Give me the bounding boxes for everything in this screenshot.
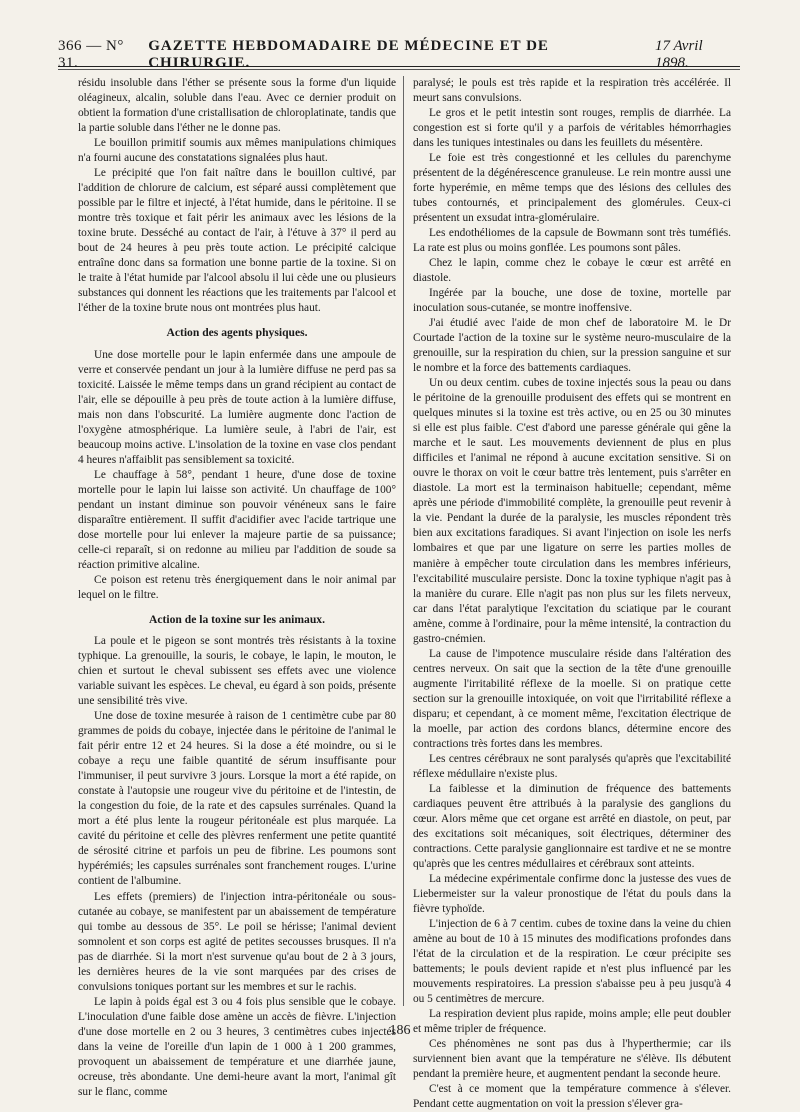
column-divider: [403, 76, 404, 1006]
issue-date: 17 Avril 1898.: [654, 38, 703, 71]
paragraph: Le bouillon primitif soumis aux mêmes manipulations chimiques n'a fourni aucune des constatations signalées plus haut.: [78, 137, 396, 165]
left-column: [78, 76, 396, 1100]
paragraph: La respiration devient plus rapide, moins ample; elle peut doubler et même tripler de fréquence.: [413, 1007, 731, 1035]
paragraph: La cause de l'impotence musculaire réside dans l'altération des centres nerveux. On sait que la section de la tête d'une grenouille augmente l'irritabilité réflexe de la moelle. Si on pratique cette section sur la grenouille intoxiquée, on voit que l'irritabilité réflexe a disparu; et cependant, à ce moment même, l'excitation électrique de la moelle, par action des cordons blancs, détermine encore des contractions très fortes dans les membres.: [413, 647, 731, 750]
paragraph: Les effets (premiers) de l'injection intra-péritonéale ou sous-cutanée au cobaye, se manifestent par un abaissement de température qui tombe au dessous de 35°. Le poil se hérisse; l'animal devient somnolent et son corps est agité de petites secousses brusques. Il n'a pas de diarrhée. Si la mort n'est survenue qu'au bout de 2 à 3 jours, les dernières heures de la vie sont marquées par des crises de convulsions toniques portant sur les membres et sur le rachis.: [78, 890, 396, 993]
section-heading: Action de la toxine sur les animaux.: [149, 612, 325, 626]
journal-title: GAZETTE HEBDOMADAIRE DE MÉDECINE ET DE CHIRURGIE.: [148, 38, 549, 71]
right-column: [413, 76, 731, 1112]
paragraph: La faiblesse et la diminution de fréquence des battements cardiaques peuvent être attribués à la paralysie des ganglions du cœur. Alors même que cet organe est arrêté en diastole, on peut, par des excitations soit mécaniques, soit électriques, déterminer des contractions. Cette paralysie ganglionnaire est tardive et ne se montre qu'après que les centres médullaires et cérébraux sont atteints.: [413, 782, 731, 870]
paragraph: résidu insoluble dans l'éther se présente sous la forme d'un liquide oléagineux, alcalin, soluble dans l'eau. Avec ce dernier produit on obtient la formation d'une cristallisation de chloroplatinate, tandis que la partie soluble dans l'éther ne le donne pas.: [78, 77, 396, 135]
issue-number: 366 — N° 31.: [58, 38, 124, 71]
header-rule: [58, 69, 740, 70]
paragraph: Les endothéliomes de la capsule de Bowmann sont très tuméfiés. La rate est plus ou moins gonflée. Les poumons sont pâles.: [413, 227, 731, 255]
paragraph: Les centres cérébraux ne sont paralysés qu'après que l'excitabilité réflexe médullaire n'existe plus.: [413, 752, 731, 780]
section-heading: Action des agents physiques.: [166, 326, 308, 340]
paragraph: Le gros et le petit intestin sont rouges, remplis de diarrhée. La congestion est si forte qu'il y a parfois de véritables hémorrhagies dans les tuniques intestinales ou dans les feuillets du mésentère.: [413, 107, 731, 150]
paragraph: Ces phénomènes ne sont pas dus à l'hyperthermie; car ils surviennent bien avant que la température ne s'élève. Ils débutent pendant la première heure, et augmentent pendant la seconde heure.: [413, 1038, 731, 1081]
paragraph: Un ou deux centim. cubes de toxine injectés sous la peau ou dans le péritoine de la grenouille produisent des effets qui se montrent en quelques minutes si la toxine est très active, ou en 25 ou 30 minutes si elle est plus faible. C'est d'abord une paresse générale qui gêne la marche et le saut. Les mouvements deviennent de plus en plus difficiles et l'animal ne répond à aucune excitation sensitive. Si on ouvre le thorax on voit le cœur battre très lentement, puis s'arrêter en diastole. La mort est la terminaison habituelle; cependant, même après une période d'immobilité complète, la grenouille peut revenir à la vie. Pendant la durée de la paralysie, les muscles répondent très bien aux excitations faradiques. Si avant l'injection on isole les nerfs lombaires et que par une ligature on serre les parties molles de manière à empêcher toute circulation dans les membres inférieurs, l'excitabilité musculaire persiste. Donc la toxine typhique n'agit pas à la manière du curare. Elle n'agit pas non plus sur les filets nerveux, car dans l'état paralytique l'excitation du sciatique par le courant amène, comme à l'ordinaire, pour la même intensité, la contraction du gastro-cnémien.: [413, 377, 731, 645]
paragraph: Chez le lapin, comme chez le cobaye le cœur est arrêté en diastole.: [413, 257, 731, 285]
paragraph: Le lapin à poids égal est 3 ou 4 fois plus sensible que le cobaye. L'inoculation d'une faible dose amène un accès de fièvre. L'injection d'une dose mortelle en 2 ou 3 heures, 3 centimètres cubes injectés dans la veine de l'oreille d'un lapin de 1 000 à 1 200 grammes, provoquent un abaissement de température et une diarrhée jaune, ocreuse, très abondante. Une demi-heure avant la mort, l'animal gît sur le flanc, comme: [78, 995, 396, 1098]
paragraph: C'est à ce moment que la température commence à s'élever. Pendant cette augmentation on voit la pression s'élever gra-: [413, 1083, 731, 1111]
paragraph: Une dose mortelle pour le lapin enfermée dans une ampoule de verre et conservée pendant un jour à la lumière diffuse ne perd pas sa toxicité. Laissée le même temps dans un grand récipient au contact de l'air, elle se dépouille à peu près de toute action à la lumière diffuse, mais non dans l'obscurité. La lumière augmente donc l'action de l'oxygène atmosphérique. La lumière seule, à l'abri de l'air, est beaucoup moins active. L'insolation de la toxine en vase clos pendant 4 heures n'affaiblit pas sensiblement sa toxicité.: [78, 348, 396, 466]
paragraph: J'ai étudié avec l'aide de mon chef de laboratoire M. le Dr Courtade l'action de la toxine sur le système neuro-musculaire de la grenouille, sur la respiration du chien, sur la pression sanguine et sur le nombre et la force des battements cardiaques.: [413, 317, 731, 375]
paragraph: Le foie est très congestionné et les cellules du parenchyme présentent de la dégénérescence granuleuse. Le rein montre aussi une forte hyperémie, en même temps que des lésions des cellules des tubes contournés, et principalement des glomérules. Ceux-ci présentent un exsudat intra-glomérulaire.: [413, 152, 731, 225]
paragraph: Une dose de toxine mesurée à raison de 1 centimètre cube par 80 grammes de poids du cobaye, injectée dans le péritoine de l'animal le fait périr entre 12 et 24 heures. Si la dose a été moindre, ou si le cobaye a reçu une faible quantité de sérum insuffisante pour l'immuniser, il peut survivre 3 jours. Lorsque la mort a été rapide, on constate à l'autopsie une rougeur vive du péritoine et de l'intestin, de la congestion du foie, de la rate et des capsules surrénales. Quand la mort a été plus lente la rougeur péritonéale est plus marquée. La cavité du péritoine et celle des plèvres renferment une petite quantité de sérosité citrine et parfois un peu de fibrine. Les poumons sont hypérémiés; les capsules surrénales sont franchement rouges. L'urine contient de l'albumine.: [78, 710, 396, 888]
paragraph: paralysé; le pouls est très rapide et la respiration très accélérée. Il meurt sans convulsions.: [413, 77, 731, 105]
paragraph: Ingérée par la bouche, une dose de toxine, mortelle par inoculation sous-cutanée, se montre inoffensive.: [413, 287, 731, 315]
paragraph: Le chauffage à 58°, pendant 1 heure, d'une dose de toxine mortelle pour le lapin lui laisse son activité. Un chauffage de 100° pendant un instant diminue son pouvoir vénéneux sans le faire disparaître entièrement. Il suffit d'acidifier avec l'acide tartrique une dose mortelle pour lui enlever la majeure partie de sa puissance; celle-ci reparaît, si on redonne au milieu par l'addition de soude sa réaction primitive alcaline.: [78, 468, 396, 571]
paragraph: Ce poison est retenu très énergiquement dans le noir animal par lequel on le filtre.: [78, 573, 396, 601]
paragraph: La médecine expérimentale confirme donc la justesse des vues de Liebermeister sur la valeur pronostique de l'état du pouls dans la fièvre typhoïde.: [413, 872, 731, 915]
paragraph: La poule et le pigeon se sont montrés très résistants à la toxine typhique. La grenouille, la souris, le cobaye, le lapin, le mouton, le chien et surtout le cheval subissent ses effets avec une violence variable suivant les espèces. Le cheval, eu égard à son poids, présente une sensibilité très vive.: [78, 635, 396, 708]
page-number: 186: [389, 1023, 411, 1038]
paragraph: Le précipité que l'on fait naître dans le bouillon cultivé, par l'addition de chlorure de calcium, est séparé aussi complètement que possible par le filtre et injecté, à l'état humide, dans le péritoine. Il se montre très toxique et fait périr les animaux avec les lésions de la toxine brute. Desséché au contact de l'air, à l'étuve à 37° il perd au bout de 24 heures à peu près toute action. Le précipité calcique entraîne donc dans sa formation une bonne partie de la toxine. Si on le traite à l'état humide par l'alcool absolu il lui cède une ou plusieurs substances qui donnent les réactions que les traitements par l'alcool et l'éther de la toxine brute nous ont montrées plus haut.: [78, 167, 396, 315]
paragraph: L'injection de 6 à 7 centim. cubes de toxine dans la veine du chien amène au bout de 10 à 15 minutes des modifications profondes dans l'état de la circulation et de la respiration. Le cœur précipite ses battements; le pouls devient rapide et n'est plus influencé par les mouvements respiratoires. La pression s'abaisse peu à peu jusqu'à 4 ou 5 centimètres de mercure.: [413, 917, 731, 1005]
running-header: [58, 38, 740, 71]
